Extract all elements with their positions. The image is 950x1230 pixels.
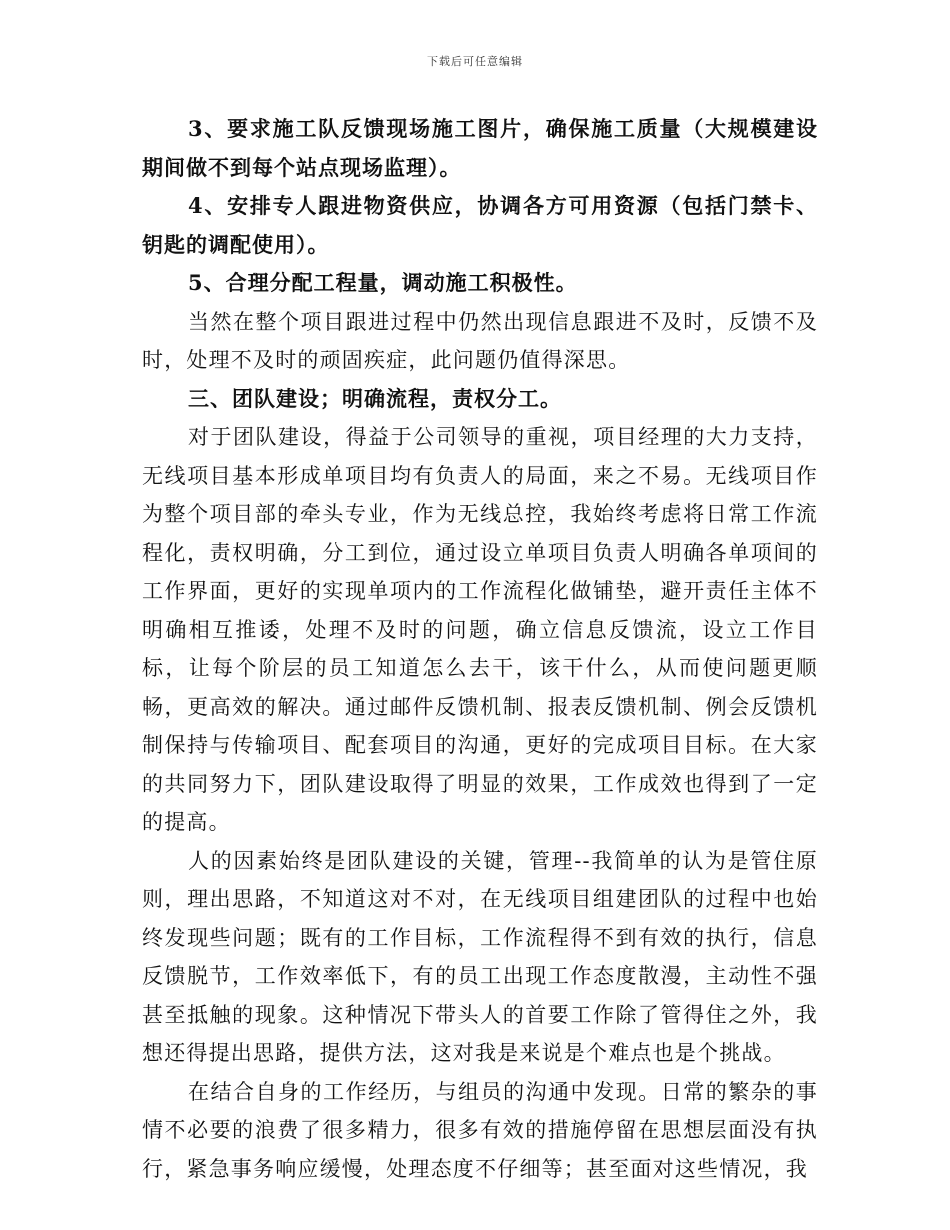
paragraph-experience: 在结合自身的工作经历，与组员的沟通中发现。日常的繁杂的事情不必要的浪费了很多精力，很多有效的措施停留在思想层面没有执行，紧急事务响应缓慢，处理态度不仔细等；甚至面对这些情况，我: [142, 1079, 818, 1181]
paragraph-item-5: 5、合理分配工程量，调动施工积极性。: [188, 270, 578, 295]
paragraph-item-4: 4、安排专人跟进物资供应，协调各方可用资源（包括门禁卡、钥匙的调配使用）。: [142, 193, 818, 257]
page-header: 下载后可任意编辑: [427, 55, 523, 68]
paragraph-team-building: 对于团队建设，得益于公司领导的重视，项目经理的大力支持，无线项目基本形成单项目均有负责人的局面，来之不易。无线项目作为整个项目部的牵头专业，作为无线总控，我始终考虑将日常工作流程化，责权明确，分工到位，通过设立单项目负责人明确各单项间的工作界面，更好的实现单项内的工作流程化做铺垫，避开责任主体不明确相互推诿，处理不及时的问题，确立信息反馈流，设立工作目标，让每个阶层的员工知道怎么去干，该干什么，从而使问题更顺畅，更高效的解决。通过邮件反馈机制、报表反馈机制、例会反馈机制保持与传输项目、配套项目的沟通，更好的完成项目目标。在大家的共同努力下，团队建设取得了明显的效果，工作成效也得到了一定的提高。: [142, 425, 818, 834]
paragraph-item-3: 3、要求施工队反馈现场施工图片，确保施工质量（大规模建设期间做不到每个站点现场监理）。: [142, 116, 818, 180]
paragraph-note: 当然在整个项目跟进过程中仍然出现信息跟进不及时，反馈不及时，处理不及时的顽固疾症，此问题仍值得深思。: [142, 309, 818, 372]
paragraph-human-factor: 人的因素始终是团队建设的关键，管理--我简单的认为是管住原则，理出思路，不知道这对不对，在无线项目组建团队的过程中也始终发现些问题；既有的工作目标，工作流程得不到有效的执行，信息反馈脱节，工作效率低下，有的员工出现工作态度散漫，主动性不强甚至抵触的现象。这种情况下带头人的首要工作除了管得住之外，我想还得提出思路，提供方法，这对我是来说是个难点也是个挑战。: [142, 848, 818, 1065]
section-heading-team-building: 三、团队建设；明确流程，责权分工。: [188, 385, 562, 411]
document-body: [142, 110, 818, 1188]
